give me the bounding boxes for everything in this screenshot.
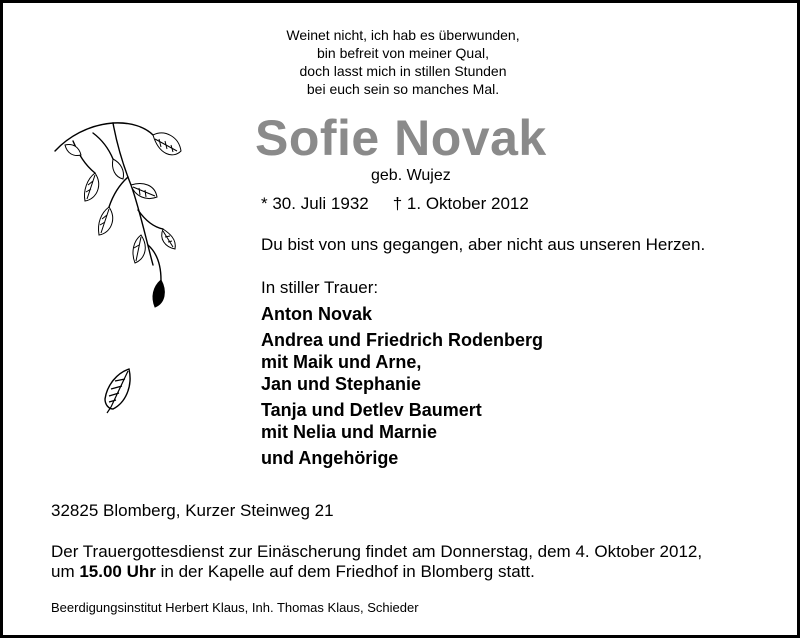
- poem-line: Weinet nicht, ich hab es überwunden,: [286, 27, 520, 43]
- service-line-1: Der Trauergottesdienst zur Einäscherung findet am Donnerstag, dem 4. Oktober 2012,: [51, 542, 703, 561]
- service-text: um: [51, 562, 80, 581]
- death-date: † 1. Oktober 2012: [392, 194, 529, 213]
- mourner-line: und Angehörige: [261, 448, 399, 468]
- mourner-line: Andrea und Friedrich Rodenberg: [261, 330, 544, 350]
- poem-line: doch lasst mich in stillen Stunden: [299, 63, 507, 79]
- poem-line: bin befreit von meiner Qual,: [317, 45, 489, 61]
- undertaker-credit: Beerdigungsinstitut Herbert Klaus, Inh. Thomas Klaus, Schieder: [51, 600, 419, 615]
- service-text: in der Kapelle auf dem Friedhof in Blomberg statt.: [155, 562, 535, 581]
- memorial-quote: Du bist von uns gegangen, aber nicht aus unseren Herzen.: [261, 235, 706, 254]
- mourner-group: [261, 329, 543, 395]
- mourners-intro: In stiller Trauer:: [261, 278, 379, 297]
- mourner-group: [261, 303, 543, 325]
- mourner-line: mit Nelia und Marnie: [261, 422, 438, 442]
- maiden-name: geb. Wujez: [371, 167, 451, 184]
- mourners-list: [261, 303, 543, 473]
- poem-line: bei euch sein so manches Mal.: [306, 81, 500, 97]
- mourner-line: Tanja und Detlev Baumert: [261, 400, 482, 420]
- poem: [253, 26, 553, 98]
- service-time: 15.00 Uhr: [79, 562, 156, 581]
- mourner-line: Anton Novak: [261, 304, 373, 324]
- life-dates: [261, 194, 529, 214]
- falling-leaf-icon: [101, 365, 137, 415]
- family-address: 32825 Blomberg, Kurzer Steinweg 21: [51, 501, 334, 520]
- mourner-line: mit Maik und Arne,: [261, 352, 422, 372]
- service-notice: [51, 542, 702, 582]
- mourner-group: [261, 447, 543, 469]
- birch-branch-icon: [53, 115, 193, 315]
- birth-date: * 30. Juli 1932: [261, 194, 369, 213]
- service-line-2: [51, 562, 702, 582]
- deceased-name: Sofie Novak: [255, 110, 547, 166]
- mourner-group: [261, 399, 543, 443]
- mourner-line: Jan und Stephanie: [261, 374, 422, 394]
